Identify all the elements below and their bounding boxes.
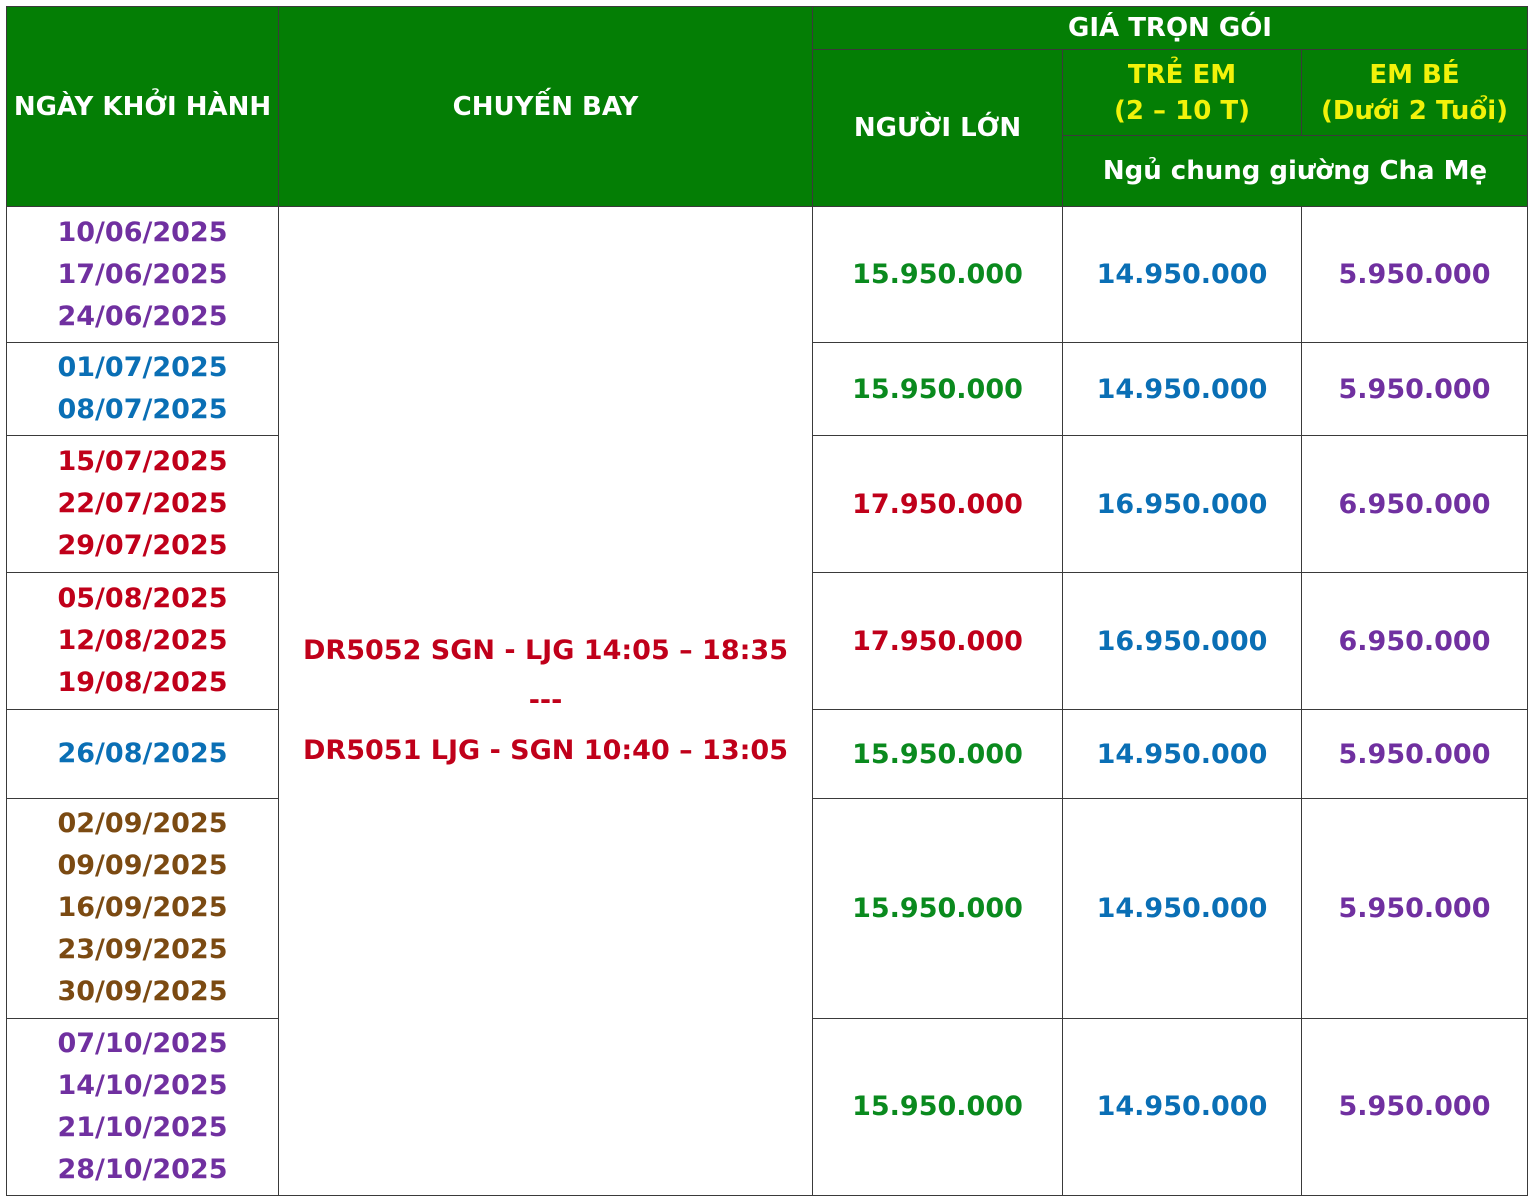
departure-date: 12/08/2025 <box>57 625 228 657</box>
infant-price: 5.950.000 <box>1302 343 1528 436</box>
adult-header: NGƯỜI LỚN <box>813 50 1063 207</box>
departure-date: 17/06/2025 <box>57 258 228 290</box>
departure-dates-cell <box>7 1018 279 1195</box>
table-row <box>7 207 1528 343</box>
infant-price: 6.950.000 <box>1302 436 1528 573</box>
child-price: 16.950.000 <box>1063 573 1302 710</box>
child-price: 14.950.000 <box>1063 1018 1302 1195</box>
adult-price: 15.950.000 <box>813 710 1063 798</box>
flight-outbound: DR5052 SGN - LJG 14:05 – 18:35 <box>303 635 788 666</box>
departure-header: NGÀY KHỞI HÀNH <box>7 7 279 207</box>
adult-price: 15.950.000 <box>813 798 1063 1018</box>
departure-date: 01/07/2025 <box>57 352 228 384</box>
departure-date: 05/08/2025 <box>57 583 228 615</box>
departure-date: 26/08/2025 <box>57 738 228 769</box>
infant-header-title: EM BÉ <box>1369 59 1460 90</box>
flight-header: CHUYẾN BAY <box>279 7 813 207</box>
infant-header-age: (Dưới 2 Tuổi) <box>1321 95 1508 126</box>
departure-date: 29/07/2025 <box>57 530 228 562</box>
child-price: 14.950.000 <box>1063 710 1302 798</box>
shared-bed-header: Ngủ chung giường Cha Mẹ <box>1063 136 1528 207</box>
flight-inbound: DR5051 LJG - SGN 10:40 – 13:05 <box>303 735 788 766</box>
departure-date: 23/09/2025 <box>57 934 228 966</box>
departure-dates-cell <box>7 710 279 798</box>
adult-price: 15.950.000 <box>813 1018 1063 1195</box>
adult-price: 17.950.000 <box>813 436 1063 573</box>
departure-date: 15/07/2025 <box>57 446 228 478</box>
flight-separator: --- <box>528 685 563 716</box>
departure-dates-cell <box>7 207 279 343</box>
infant-header <box>1302 50 1528 136</box>
table-body <box>7 207 1528 1196</box>
infant-price: 5.950.000 <box>1302 1018 1528 1195</box>
child-price: 14.950.000 <box>1063 798 1302 1018</box>
child-header-age: (2 – 10 T) <box>1114 95 1250 126</box>
departure-date: 14/10/2025 <box>57 1069 228 1101</box>
departure-date: 10/06/2025 <box>57 216 228 248</box>
adult-price: 17.950.000 <box>813 573 1063 710</box>
departure-date: 08/07/2025 <box>57 394 228 426</box>
child-header-title: TRẺ EM <box>1127 59 1237 90</box>
departure-date: 22/07/2025 <box>57 488 228 520</box>
infant-price: 6.950.000 <box>1302 573 1528 710</box>
adult-price: 15.950.000 <box>813 343 1063 436</box>
child-header <box>1063 50 1302 136</box>
departure-dates-cell <box>7 798 279 1018</box>
departure-date: 21/10/2025 <box>57 1111 228 1143</box>
infant-price: 5.950.000 <box>1302 207 1528 343</box>
departure-date: 19/08/2025 <box>57 667 228 699</box>
child-price: 16.950.000 <box>1063 436 1302 573</box>
child-price: 14.950.000 <box>1063 343 1302 436</box>
infant-price: 5.950.000 <box>1302 798 1528 1018</box>
flight-cell <box>279 207 813 1196</box>
departure-date: 24/06/2025 <box>57 300 228 332</box>
departure-dates-cell <box>7 343 279 436</box>
departure-dates-cell <box>7 573 279 710</box>
departure-date: 30/09/2025 <box>57 976 228 1008</box>
departure-date: 09/09/2025 <box>57 850 228 882</box>
adult-price: 15.950.000 <box>813 207 1063 343</box>
departure-date: 16/09/2025 <box>57 892 228 924</box>
child-price: 14.950.000 <box>1063 207 1302 343</box>
package-price-header: GIÁ TRỌN GÓI <box>813 7 1528 50</box>
departure-dates-cell <box>7 436 279 573</box>
price-table <box>6 6 1528 1196</box>
departure-date: 28/10/2025 <box>57 1153 228 1185</box>
departure-date: 02/09/2025 <box>57 808 228 840</box>
departure-date: 07/10/2025 <box>57 1027 228 1059</box>
infant-price: 5.950.000 <box>1302 710 1528 798</box>
